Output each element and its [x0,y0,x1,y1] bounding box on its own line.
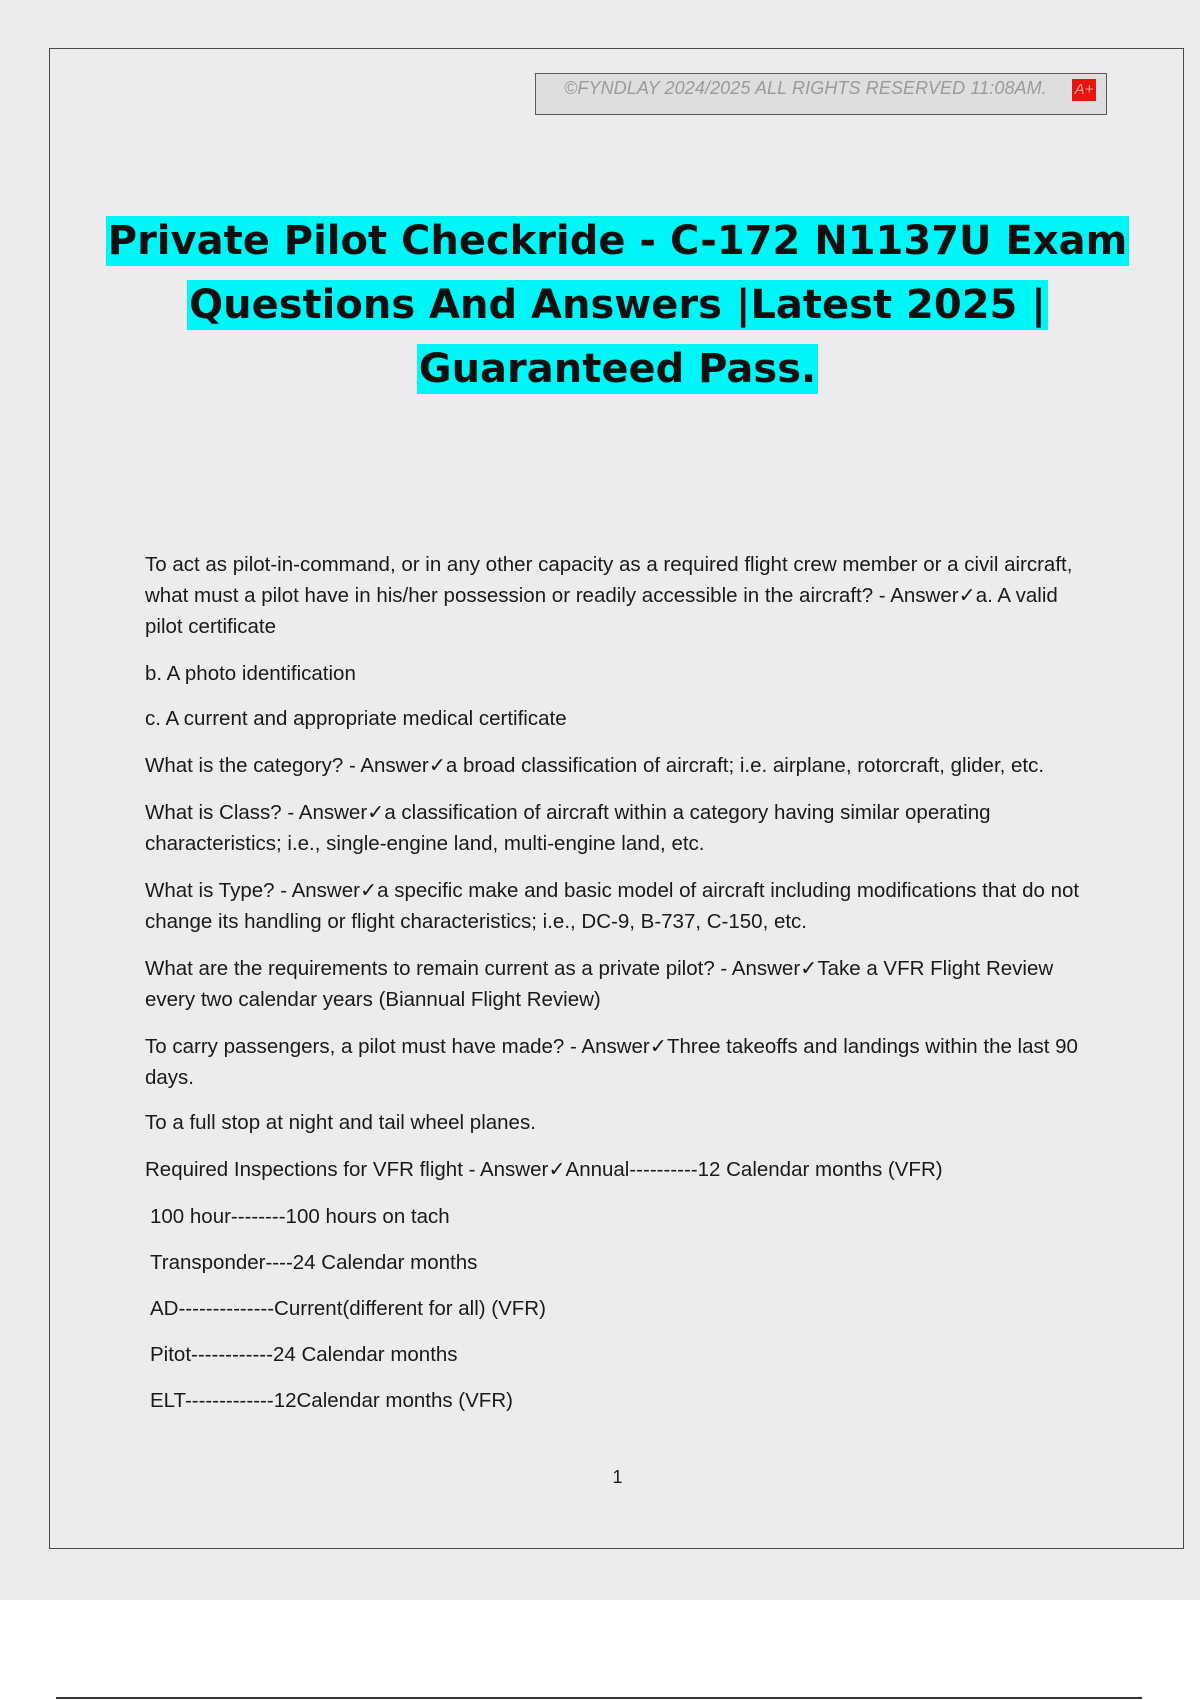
title-line-1: Private Pilot Checkride - C-172 N1137U Exam [107,218,1128,264]
paragraph-passengers: To carry passengers, a pilot must have made? - Answer✓Three takeoffs and landings within the last 90 days. [145,1035,1078,1089]
title-line-2: Questions And Answers |Latest 2025 | [189,282,1046,328]
paragraph-medical-certificate: c. A current and appropriate medical certificate [145,707,567,730]
paragraph-currency: What are the requirements to remain current as a private pilot? - Answer✓Take a VFR Flight Review every two calendar years (Biannual Flight Review) [145,957,1054,1011]
inspection-item-pitot: Pitot------------24 Calendar months [150,1343,458,1366]
document-body [145,549,1100,1431]
next-page-divider [56,1697,1142,1699]
inspection-item-100-hour: 100 hour--------100 hours on tach [150,1205,450,1228]
document-title [50,209,1185,401]
page-number: 1 [612,1467,623,1487]
paragraph-class: What is Class? - Answer✓a classification of aircraft within a category having similar operating characteristics; i.e., single-engine land, multi-engine land, etc. [145,801,991,855]
paragraph-category: What is the category? - Answer✓a broad classification of aircraft; i.e. airplane, rotorcraft, glider, etc. [145,754,1045,777]
inspection-item-transponder: Transponder----24 Calendar months [150,1251,478,1274]
document-page [49,48,1184,1549]
copyright-text: ©FYNDLAY 2024/2025 ALL RIGHTS RESERVED 11:08AM. [564,78,1047,98]
paragraph-inspections: Required Inspections for VFR flight - Answer✓Annual----------12 Calendar months (VFR) [145,1158,943,1181]
copyright-banner [535,73,1107,115]
inspection-item-elt: ELT-------------12Calendar months (VFR) [150,1389,513,1412]
paragraph-type: What is Type? - Answer✓a specific make and basic model of aircraft including modifications that do not change its handling or flight characteristics; i.e., DC-9, B-737, C-150, etc. [145,879,1080,933]
paragraph-full-stop: To a full stop at night and tail wheel planes. [145,1111,536,1134]
inspection-item-ad: AD--------------Current(different for all) (VFR) [150,1297,546,1320]
paragraph-pic-requirements: To act as pilot-in-command, or in any other capacity as a required flight crew member or a civil aircraft, what must a pilot have in his/her possession or readily accessible in the aircraft? - Answer✓a. A valid pilot certificate [145,553,1073,638]
title-line-3: Guaranteed Pass. [418,346,817,392]
grade-badge: A+ [1072,79,1096,101]
paragraph-photo-id: b. A photo identification [145,662,356,685]
